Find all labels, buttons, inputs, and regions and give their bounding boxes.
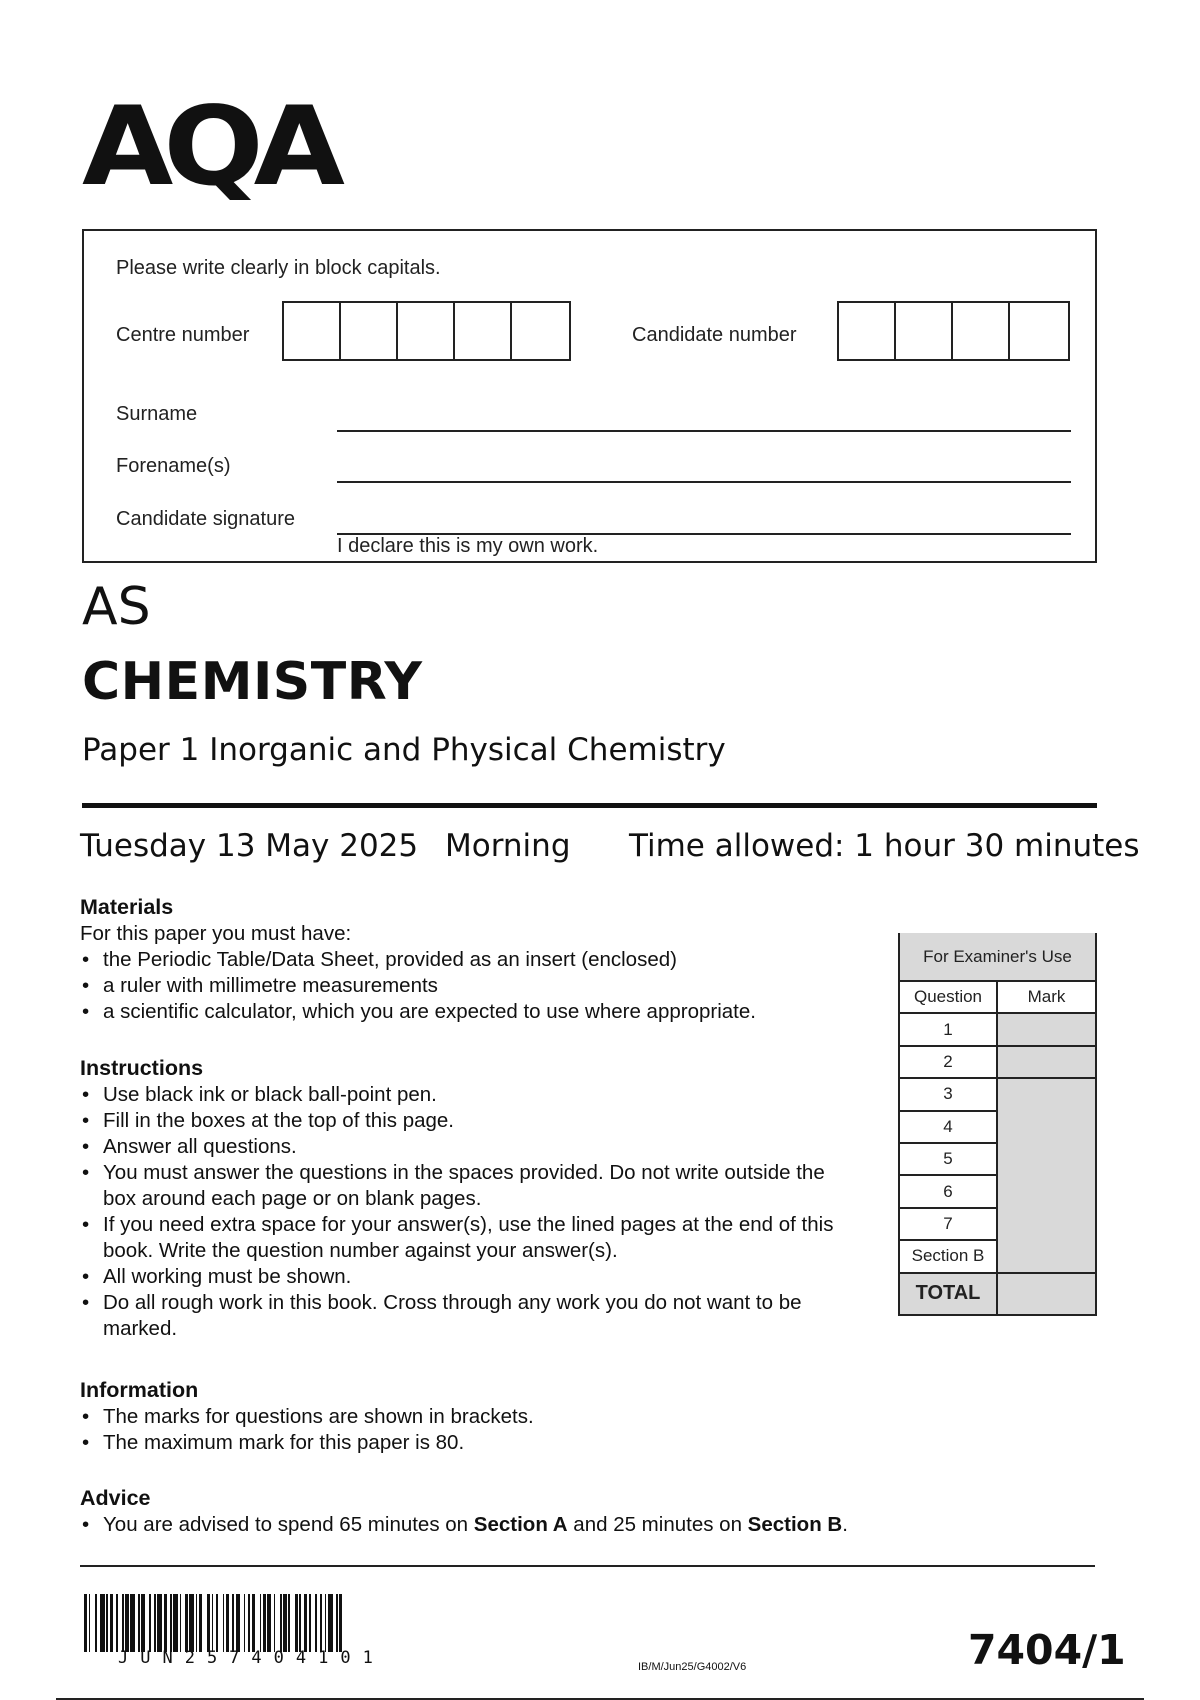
centre-digit-box[interactable] (341, 303, 398, 359)
mark-cell (997, 1013, 1096, 1045)
instructions-heading: Instructions (80, 1056, 204, 1080)
advice-section (80, 1485, 1040, 1538)
materials-heading: Materials (80, 895, 174, 919)
materials-intro: For this paper you must have: (80, 922, 352, 945)
instructions-item: • All working must be shown. (80, 1264, 880, 1290)
instructions-section (80, 1055, 880, 1342)
instructions-item: • Answer all questions. (80, 1134, 880, 1160)
aqa-logo: AQA (82, 82, 335, 210)
time-allowed: Time allowed: 1 hour 30 minutes (629, 828, 1140, 864)
surname-label: Surname (116, 403, 198, 425)
barcode (84, 1594, 468, 1652)
question-number: 3 (899, 1078, 997, 1110)
instructions-item: • Use black ink or black ball-point pen. (80, 1082, 880, 1108)
candidate-digit-box[interactable] (896, 303, 953, 359)
instructions-item: • Do all rough work in this book. Cross through any work you do not want to be marked. (80, 1290, 803, 1342)
block-capitals-instruction: Please write clearly in block capitals. (116, 257, 441, 279)
information-item: • The maximum mark for this paper is 80. (80, 1430, 880, 1456)
materials-item: • the Periodic Table/Data Sheet, provided as an insert (enclosed) (80, 947, 880, 973)
candidate-number-boxes[interactable] (837, 301, 1070, 361)
instructions-item: • You must answer the questions in the spaces provided. Do not write outside the box around each page or on blank pages. (80, 1160, 863, 1212)
footer-divider (80, 1565, 1095, 1567)
qualification-level: AS (82, 577, 151, 637)
barcode-digits: JUN257404101 (118, 1648, 385, 1668)
materials-item: • a ruler with millimetre measurements (80, 973, 880, 999)
question-column-header: Question (899, 981, 997, 1013)
total-mark-cell (997, 1273, 1096, 1315)
surname-line[interactable] (337, 430, 1071, 432)
candidate-digit-box[interactable] (1010, 303, 1067, 359)
candidate-details-box (82, 229, 1097, 563)
centre-number-boxes[interactable] (282, 301, 571, 361)
advice-item: • You are advised to spend 65 minutes on Section A and 25 minutes on Section B. (80, 1512, 1040, 1538)
examiner-use-table (898, 933, 1097, 1316)
examiner-use-title: For Examiner's Use (899, 933, 1096, 981)
information-item: • The marks for questions are shown in brackets. (80, 1404, 880, 1430)
materials-item: • a scientific calculator, which you are expected to use where appropriate. (80, 999, 880, 1025)
mark-column-header: Mark (997, 981, 1096, 1013)
paper-code: 7404/1 (968, 1626, 1126, 1674)
question-number: 4 (899, 1111, 997, 1143)
declaration-text: I declare this is my own work. (337, 535, 599, 557)
question-number: 7 (899, 1208, 997, 1240)
instructions-item: • If you need extra space for your answer(s), use the lined pages at the end of this book. Write the question number against your answer(s). (80, 1212, 863, 1264)
barcode-bar (342, 1594, 344, 1652)
advice-heading: Advice (80, 1486, 151, 1510)
materials-section (80, 894, 880, 1025)
forename-label: Forename(s) (116, 455, 231, 477)
question-number: 5 (899, 1143, 997, 1175)
signature-label: Candidate signature (116, 508, 296, 530)
information-heading: Information (80, 1378, 199, 1402)
instructions-item: • Fill in the boxes at the top of this page. (80, 1108, 880, 1134)
information-section (80, 1377, 880, 1456)
centre-digit-box[interactable] (512, 303, 569, 359)
candidate-digit-box[interactable] (839, 303, 896, 359)
exam-session: Morning (445, 828, 571, 864)
paper-reference: IB/M/Jun25/G4002/V6 (638, 1661, 747, 1673)
exam-date: Tuesday 13 May 2025 (80, 828, 419, 864)
question-number: 1 (899, 1013, 997, 1045)
forename-line[interactable] (337, 481, 1071, 483)
question-number: 6 (899, 1175, 997, 1207)
centre-digit-box[interactable] (455, 303, 512, 359)
subject-title: CHEMISTRY (82, 652, 423, 712)
candidate-number-label: Candidate number (632, 324, 797, 346)
total-label: TOTAL (899, 1273, 997, 1315)
mark-cell (997, 1078, 1096, 1272)
mark-cell (997, 1046, 1096, 1078)
title-divider (82, 803, 1097, 808)
question-number: Section B (899, 1240, 997, 1272)
question-number: 2 (899, 1046, 997, 1078)
candidate-digit-box[interactable] (953, 303, 1010, 359)
centre-digit-box[interactable] (284, 303, 341, 359)
paper-title: Paper 1 Inorganic and Physical Chemistry (82, 732, 726, 768)
centre-number-label: Centre number (116, 324, 250, 346)
centre-digit-box[interactable] (398, 303, 455, 359)
